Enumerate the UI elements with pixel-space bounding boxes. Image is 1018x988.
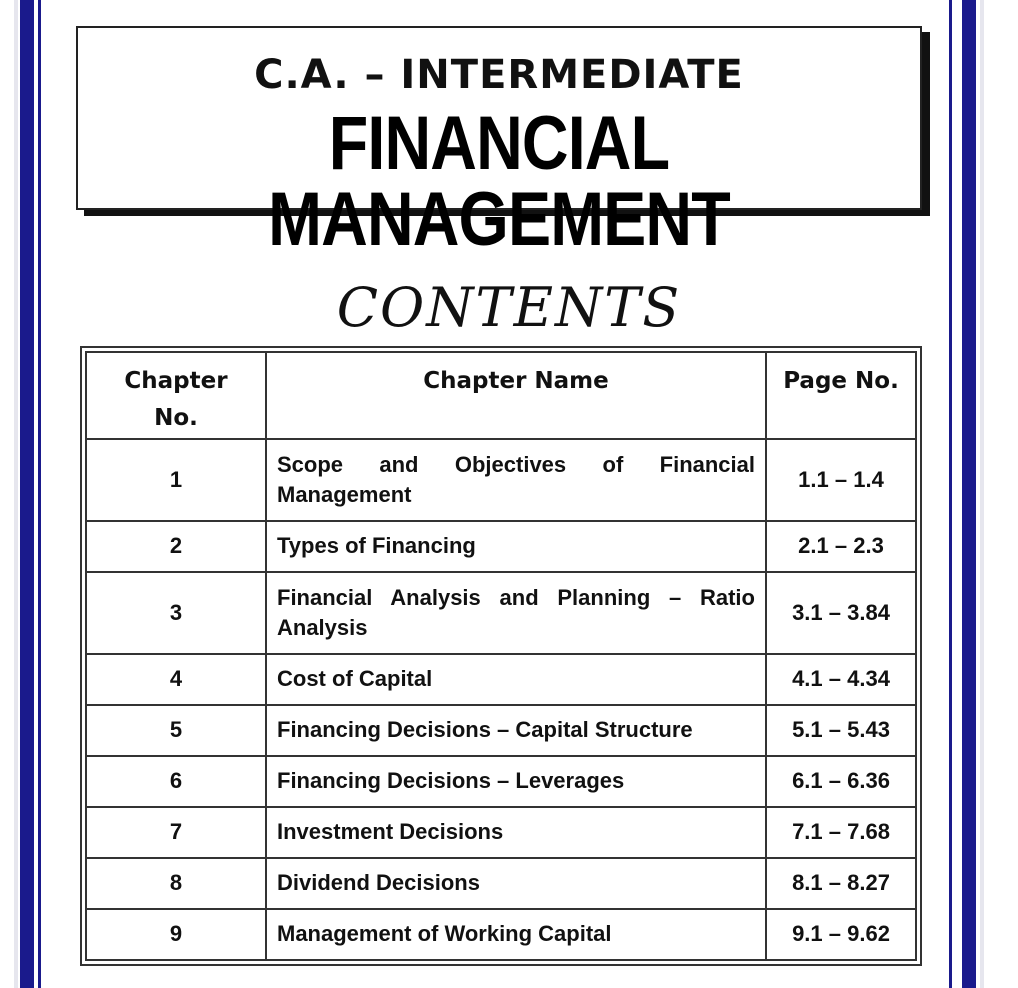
- chapter-number: 3: [86, 572, 266, 654]
- chapter-name: Dividend Decisions: [266, 858, 766, 909]
- chapter-name: Financial Analysis and Planning – Ratio Analysis: [266, 572, 766, 654]
- chapter-name: Financing Decisions – Leverages: [266, 756, 766, 807]
- header-chapter-no-label: Chapter No.: [124, 368, 228, 431]
- table-row: [86, 858, 916, 909]
- page-frame-left-inner: [38, 0, 41, 988]
- table-row: [86, 909, 916, 960]
- chapter-name: Investment Decisions: [266, 807, 766, 858]
- chapter-pages: 8.1 – 8.27: [766, 858, 916, 909]
- chapter-number: 5: [86, 705, 266, 756]
- chapter-name: Management of Working Capital: [266, 909, 766, 960]
- table-row: [86, 756, 916, 807]
- chapter-pages: 9.1 – 9.62: [766, 909, 916, 960]
- page-frame-right-inner: [949, 0, 952, 988]
- chapter-pages: 2.1 – 2.3: [766, 521, 916, 572]
- chapter-number: 6: [86, 756, 266, 807]
- chapter-name: Financing Decisions – Capital Structure: [266, 705, 766, 756]
- contents-table: [85, 351, 917, 961]
- chapter-number: 4: [86, 654, 266, 705]
- chapter-number: 1: [86, 439, 266, 521]
- title-box: [76, 26, 922, 262]
- chapter-number: 9: [86, 909, 266, 960]
- chapter-pages: 1.1 – 1.4: [766, 439, 916, 521]
- chapter-number: 7: [86, 807, 266, 858]
- chapter-pages: 5.1 – 5.43: [766, 705, 916, 756]
- table-row: [86, 572, 916, 654]
- header-chapter-name: Chapter Name: [266, 352, 766, 439]
- contents-table-frame: [80, 346, 922, 966]
- chapter-name: Scope and Objectives of Financial Management: [266, 439, 766, 521]
- table-row: [86, 807, 916, 858]
- page-frame-left: [20, 0, 34, 988]
- table-row: [86, 705, 916, 756]
- page-frame-left-outer: [14, 0, 18, 988]
- page-frame-right-outer: [980, 0, 984, 988]
- book-title: FINANCIAL MANAGEMENT: [268, 101, 730, 262]
- chapter-pages: 3.1 – 3.84: [766, 572, 916, 654]
- header-page-no: Page No.: [766, 352, 916, 439]
- chapter-name: Cost of Capital: [266, 654, 766, 705]
- chapter-number: 8: [86, 858, 266, 909]
- chapter-name: Types of Financing: [266, 521, 766, 572]
- table-row: [86, 521, 916, 572]
- chapter-number: 2: [86, 521, 266, 572]
- header-chapter-no: [86, 352, 266, 439]
- chapter-pages: 6.1 – 6.36: [766, 756, 916, 807]
- page-frame-right: [962, 0, 976, 988]
- table-row: [86, 654, 916, 705]
- table-row: [86, 439, 916, 521]
- course-subtitle: C.A. – INTERMEDIATE: [254, 52, 744, 98]
- table-body: [86, 439, 916, 960]
- chapter-pages: 4.1 – 4.34: [766, 654, 916, 705]
- chapter-pages: 7.1 – 7.68: [766, 807, 916, 858]
- table-header-row: [86, 352, 916, 439]
- contents-heading: CONTENTS: [336, 276, 682, 339]
